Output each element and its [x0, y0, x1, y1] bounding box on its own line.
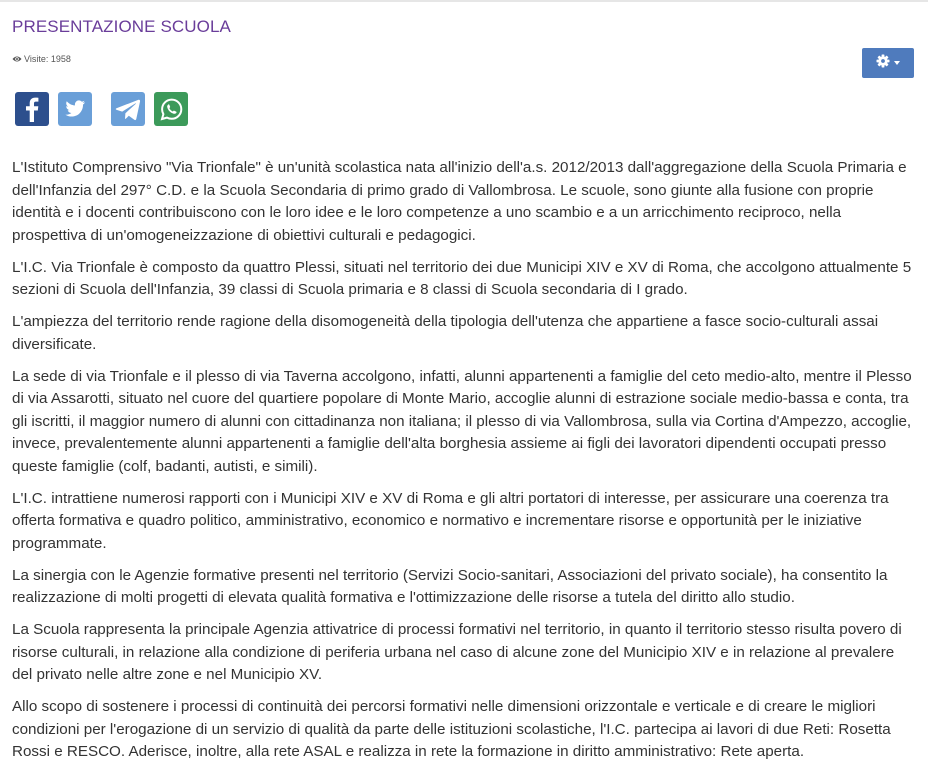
tools-dropdown-button[interactable]	[862, 48, 914, 78]
twitter-icon	[58, 92, 92, 126]
caret-down-icon	[894, 61, 900, 65]
share-twitter-button[interactable]	[58, 92, 92, 126]
eye-icon	[12, 55, 22, 63]
share-facebook-button[interactable]	[15, 92, 49, 126]
article-paragraph: L'Istituto Comprensivo "Via Trionfale" è un'unità scolastica nata all'inizio dell'a.s. 2012/2013 dall'aggregazione della Scuola Primaria e dell'Infanzia del 297° C.D. e la Scuola Secondaria di primo grado di Vallombrosa. Le scuole, sono giunte alla fusione con proprie identità e i docenti contribuiscono con le loro idee e le loro competenze a uno scambio e a un arricchimento reciproco, nella prospettiva di un'omogeneizzazione di obiettivi culturali e pedagogici.	[12, 159, 907, 244]
article-body	[12, 157, 916, 773]
article-paragraph: La sinergia con le Agenzie formative presenti nel territorio (Servizi Socio-sanitari, Associazioni del privato sociale), ha consentito la realizzazione di molti progetti di elevata qualità formativa e l'ottimizzazione delle risorse a tutela del diritto allo studio.	[12, 566, 888, 606]
page-title: PRESENTAZIONE SCUOLA	[12, 17, 231, 36]
article-paragraph: L'I.C. Via Trionfale è composto da quattro Plessi, situati nel territorio dei due Municipi XIV e XV di Roma, che accolgono attualmente 5 sezioni di Scuola dell'Infanzia, 39 classi di Scuola primaria e 8 classi di Scuola secondaria di I grado.	[12, 258, 912, 298]
visits-label: Visite: 1958	[24, 54, 71, 64]
facebook-icon	[15, 92, 49, 126]
telegram-icon	[111, 92, 145, 126]
top-divider	[0, 0, 928, 2]
article-paragraph: La sede di via Trionfale e il plesso di via Taverna accolgono, infatti, alunni appartenenti a famiglie del ceto medio-alto, mentre il Plesso di via Assarotti, situato nel cuore del quartiere popolare di Monte Mario, accoglie alunni di estrazione sociale medio-bassa e conta, tra gli iscritti, il maggior numero di alunni con cittadinanza non italiana; il plesso di via Vallombrosa, sulla via Cortina d'Ampezzo, accoglie, invece, prevalentemente alunni appartenenti a famiglie dell'alta borghesia assieme ai figli dei lavoratori dipendenti occupati presso queste famiglie (colf, badanti, autisti, e simili).	[12, 367, 912, 475]
article-paragraph: Allo scopo di sostenere i processi di continuità dei percorsi formativi nelle dimensioni orizzontale e verticale e di creare le migliori condizioni per l'erogazione di un servizio di qualità da parte delle istituzioni scolastiche, l'I.C. partecipa ai lavori di due Reti: Rosetta Rossi e RESCO. Aderisce, inoltre, alla rete ASAL e realizza in rete la formazione in diritto amministrativo: Rete aperta.	[12, 698, 891, 760]
article-paragraph: L'ampiezza del territorio rende ragione della disomogeneità della tipologia dell'utenza che appartiene a fasce socio-culturali assai diversificate.	[12, 313, 879, 353]
share-whatsapp-button[interactable]	[154, 92, 188, 126]
article-paragraph: La Scuola rappresenta la principale Agenzia attivatrice di processi formativi nel territorio, in quanto il territorio stesso risulta povero di risorse culturali, in relazione alla condizione di periferia urbana nel caso di alcune zone del Municipio XIV e in relazione al prevalere del privato nelle altre zone e nel Municipio XV.	[12, 621, 902, 683]
visits-counter	[12, 54, 71, 64]
gear-icon	[876, 54, 890, 73]
share-telegram-button[interactable]	[111, 92, 145, 126]
article-paragraph: L'I.C. intrattiene numerosi rapporti con i Municipi XIV e XV di Roma e gli altri portatori di interesse, per assicurare una coerenza tra offerta formativa e quadro politico, amministrativo, economico e normativo e incrementare risorse e opportunità per le iniziative programmate.	[12, 489, 889, 552]
whatsapp-icon	[154, 92, 188, 126]
